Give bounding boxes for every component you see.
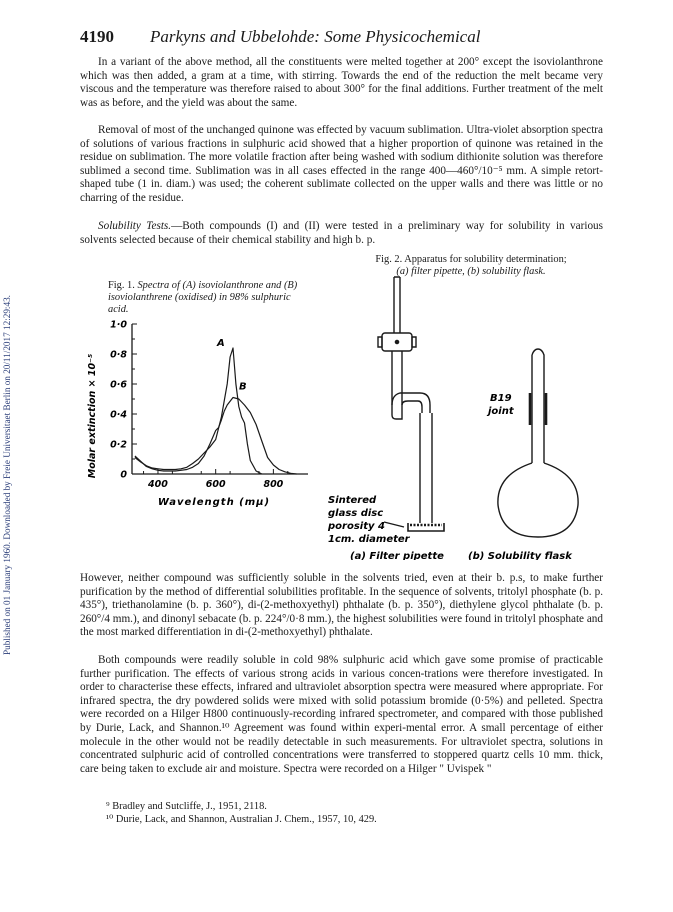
running-title: Parkyns and Ubbelohde: Some Physicochemical (150, 27, 481, 46)
label-sintered: Sintered (328, 495, 377, 506)
series-line-B (135, 398, 297, 475)
x-tick-label: 800 (263, 479, 284, 490)
solubility-tests-body: —Both compounds (I) and (II) were tested in a preliminary way for solubility in various solvents selected because of their chemical stability and high b. p. (80, 220, 603, 246)
apparatus-drawing (320, 275, 620, 560)
label-porosity: porosity 4 (328, 521, 385, 532)
label-joint: joint (488, 406, 514, 417)
y-tick-label: 0·4 (110, 409, 127, 421)
paragraph-solubility-tests (80, 220, 603, 247)
side-provenance-text: Published on 01 January 1960. Downloaded by Freie Universitaet Berlin on 20/11/2017 12:29:43. (2, 295, 12, 655)
label-filter-pipette: (a) Filter pipette (350, 551, 444, 560)
footnote-10: ¹⁰ Durie, Lack, and Shannon, Australian J. Chem., 1957, 10, 429. (106, 814, 377, 825)
solubility-tests-heading: Solubility Tests. (98, 220, 172, 232)
paragraph-solvents: However, neither compound was sufficiently soluble in the solvents tried, even at their b. p.s, to make further purification by the method of differential solubilities profitable. In the sequence of solvents, tritolyl phosphate (b. p. 435°), triethanolamine (b. p. 360°), di-(2-methoxyethyl) phthalate (b. p. 350°), diethylene glycol phthalate (b. p. 260°/4 mm.), and dinonyl sebacate (b. p. 224°/0·8 mm.), the highest solubilities were found in tritolyl phosphate and the most marked differentiation in di-(2-methoxyethyl) phthalate. (80, 572, 603, 639)
page-header (80, 27, 600, 47)
filter-pipette-diagram (378, 277, 444, 531)
footnote-9: ⁹ Bradley and Sutcliffe, J., 1951, 2118. (106, 801, 267, 812)
spectra-chart (86, 314, 326, 514)
footnotes (106, 800, 586, 826)
x-tick-label: 600 (205, 479, 226, 490)
paragraph-spectra: Both compounds were readily soluble in cold 98% sulphuric acid which gave some promise of practicable further purification. The effects of various strong acids in various concen-trations were therefore investigated. In order to characterise these effects, infrared and ultraviolet absorption spectra were measured where appropriate. For infrared spectra, the dry powdered solids were mixed with solid potassium bromide (0·5%) and pelleted. Spectra were recorded on a Hilger H800 continuously-recording infrared spectrometer, and compared with those published by Durie, Lack, and Shannon.¹⁰ Agreement was found within experi-mental error. A small percentage of either molecule in the other would not be readily detectable in such measurements. For ultraviolet spectra, solutions in concentrated sulphuric acid of controlled concentrations were transferred to stoppered quartz cells 10 mm. thick, care being taken to exclude air and moisture. Spectra were recorded on a Hilger " Uvispek " (80, 654, 603, 775)
series-label-B: B (238, 381, 247, 393)
figure1-caption (108, 280, 304, 316)
chart-ticks (110, 320, 288, 491)
label-b19: B19 (490, 393, 512, 404)
y-tick-label: 0·8 (110, 349, 127, 361)
label-glass-disc: glass disc (328, 508, 384, 519)
label-solubility-flask: (b) Solubility flask (468, 551, 572, 560)
y-tick-label: 0·6 (110, 379, 127, 391)
figure2-caption-line2: (a) filter pipette, (b) solubility flask. (396, 266, 546, 277)
series-label-A: A (216, 338, 225, 349)
y-tick-label: 0 (120, 469, 127, 481)
figure2-caption-line1: Fig. 2. Apparatus for solubility determination; (375, 254, 567, 265)
chart-series (135, 338, 297, 474)
x-tick-label: 400 (148, 479, 168, 490)
paragraph-method-variant: In a variant of the above method, all the constituents were melted together at 200° except the isoviolanthrone which was then added, a gram at a time, with stirring. Towards the end of the reduction the melt became very viscous and the temperature was therefore raised to about 300° for the final additions. Further treatment of the melt was as before, and the yield was about the same. (80, 56, 603, 109)
y-axis-label: Molar extinction × 10⁻⁵ (87, 353, 98, 479)
y-tick-label: 0·2 (110, 439, 127, 451)
paragraph-sublimation: Removal of most of the unchanged quinone was effected by vacuum sublimation. Ultra-violet absorption spectra of solutions of various fractions in sulphuric acid showed that a higher proportion of quinone was retained in the residue on sublimation. The more volatile fraction after being washed with sodium dithionite solution was therefore sublimed a second time. Sublimation was in all cases effected in the range 400—460°/10⁻⁵ mm. A simple retort-shaped tube (1 in. diam.) was used; the coherent sublimate collected on the upper walls and there was little or no charring of the residue. (80, 124, 603, 204)
y-tick-label: 1·0 (110, 319, 127, 331)
page-number: 4190 (80, 27, 114, 46)
side-provenance-stamp (2, 95, 16, 655)
solubility-flask-diagram (498, 349, 578, 537)
figure1-caption-text: Spectra of (A) isoviolanthrone and (B) isoviolanthrene (oxidised) in 98% sulphuric acid. (108, 280, 298, 315)
label-diameter: 1cm. diameter (328, 534, 410, 545)
series-line-A (135, 348, 262, 474)
figure1-label: Fig. 1. (108, 280, 135, 291)
x-axis-label: Wavelength (mμ) (157, 497, 271, 508)
